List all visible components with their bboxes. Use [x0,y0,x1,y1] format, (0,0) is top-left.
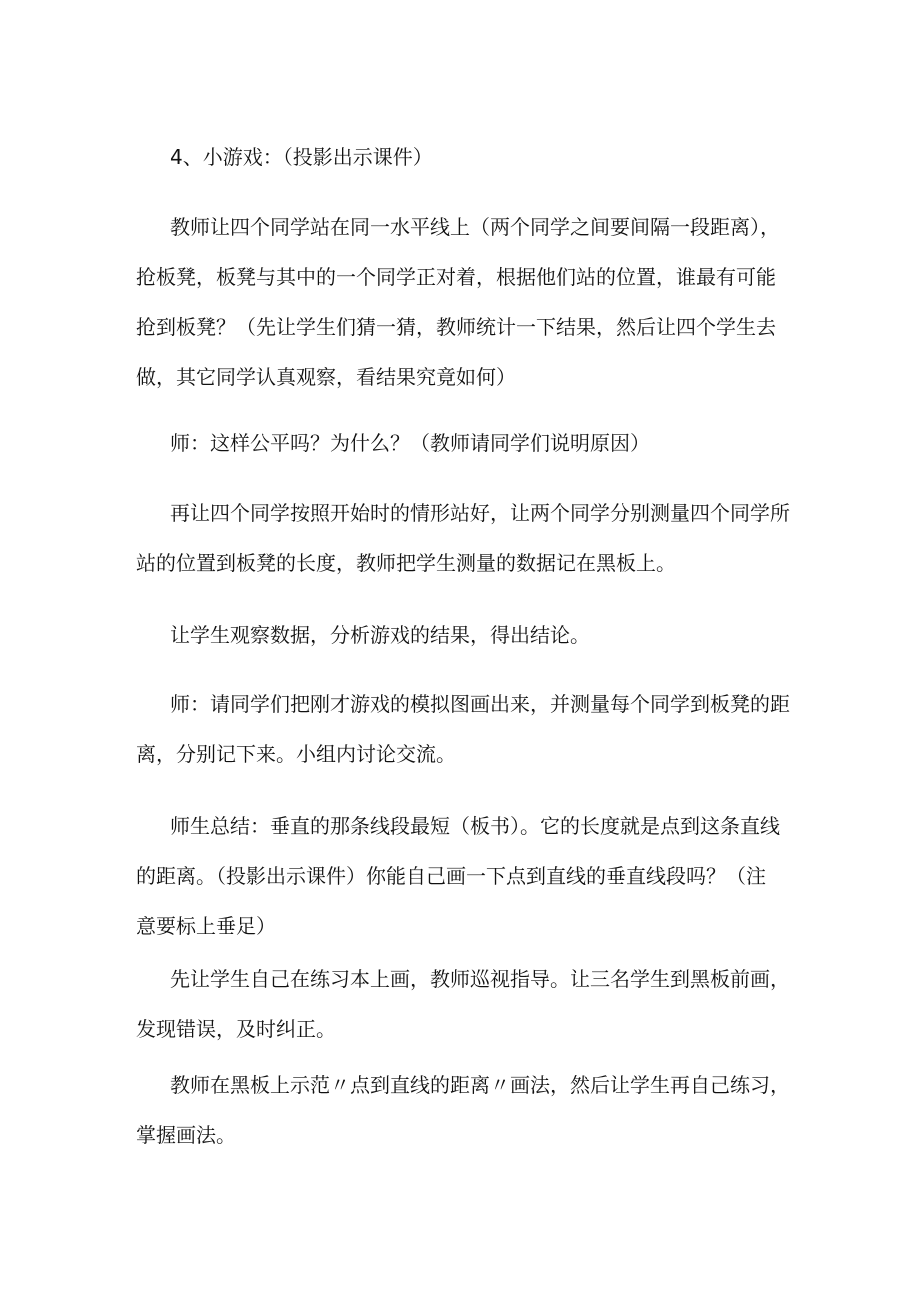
text-line: 让学生观察数据，分析游戏的结果，得出结论。 [170,623,590,647]
text-line: 意要标上垂足） [136,914,276,938]
text-line: 师生总结：垂直的那条线段最短（板书）。它的长度就是点到这条直线 [170,814,780,838]
paragraph-summary [136,801,806,951]
text-line: 做，其它同学认真观察，看结果究竟如何） [136,365,516,389]
text-line: 掌握画法。 [136,1123,236,1147]
text-line: 离，分别记下来。小组内讨论交流。 [136,742,456,766]
text-line: 再让四个同学按照开始时的情形站好，让两个同学分别测量四个同学所 [170,501,790,525]
text-line: 抢到板凳？（先让学生们猜一猜，教师统计一下结果，然后让四个学生去 [136,315,776,339]
text-line: 4、小游戏：（投影出示课件） [170,145,433,169]
paragraph-teacher-question [136,418,806,468]
text-line: 教师让四个同学站在同一水平线上（两个同学之间要间隔一段距离）， [170,215,780,239]
text-line: 师：这样公平吗？为什么？（教师请同学们说明原因） [170,431,650,455]
paragraph-demonstration [136,1060,806,1160]
text-line: 抢板凳，板凳与其中的一个同学正对着，根据他们站的位置，谁最有可能 [136,265,776,289]
paragraph-measure [136,488,806,588]
paragraph-practice [136,954,806,1054]
text-line: 师：请同学们把刚才游戏的模拟图画出来，并测量每个同学到板凳的距 [170,692,790,716]
paragraph-game-title [136,132,806,182]
paragraph-draw-diagram [136,679,806,779]
text-line: 教师在黑板上示范〃点到直线的距离〃画法，然后让学生再自己练习， [170,1073,790,1097]
text-line: 站的位置到板凳的长度，教师把学生测量的数据记在黑板上。 [136,551,676,575]
text-line: 先让学生自己在练习本上画，教师巡视指导。让三名学生到黑板前画， [170,967,790,991]
paragraph-observe [136,610,806,660]
text-line: 的距离。（投影出示课件）你能自己画一下点到直线的垂直线段吗？（注 [136,864,766,888]
paragraph-game-description [136,202,806,402]
text-line: 发现错误，及时纠正。 [136,1017,336,1041]
